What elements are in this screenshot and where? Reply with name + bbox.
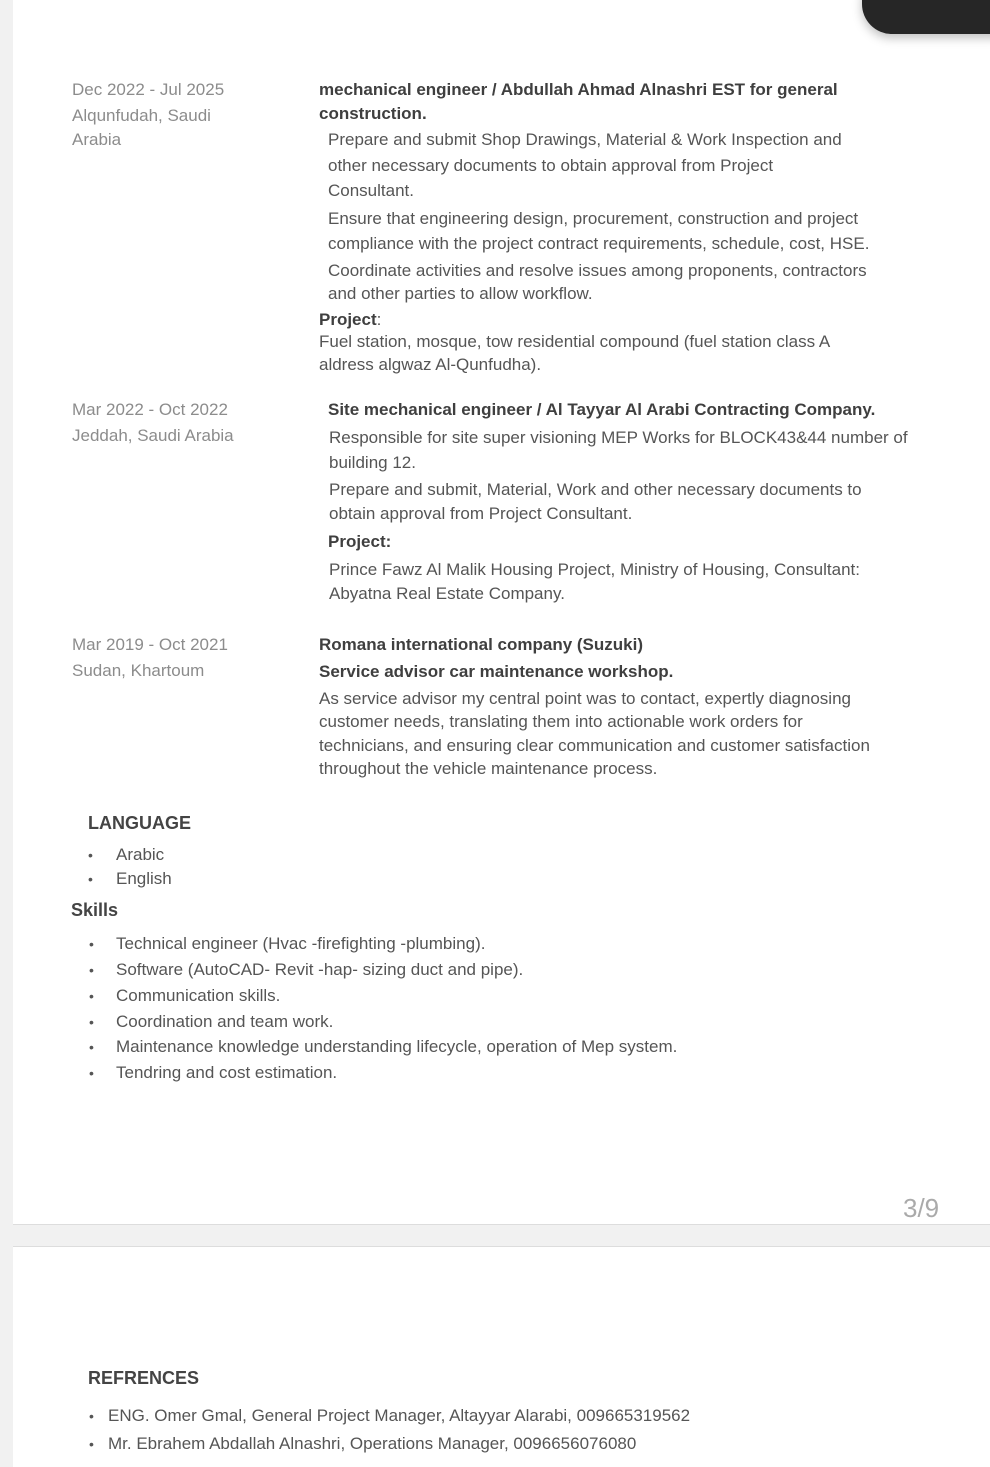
experience-title: mechanical engineer / Abdullah Ahmad Alnashri EST for general xyxy=(319,80,838,99)
experience-date: Mar 2019 - Oct 2021 xyxy=(72,635,228,654)
experience-desc: Coordinate activities and resolve issues among proponents, contractors xyxy=(328,261,867,280)
skill-item: Maintenance knowledge understanding lifecycle, operation of Mep system. xyxy=(116,1037,678,1056)
project-label xyxy=(319,309,381,331)
reference-item: ENG. Omer Gmal, General Project Manager, Altayyar Alarabi, 009665319562 xyxy=(108,1406,691,1425)
skill-item: Coordination and team work. xyxy=(116,1012,334,1031)
bullet-icon: • xyxy=(89,936,94,952)
reference-item: Mr. Ebrahem Abdallah Alnashri, Operations Manager, 0096656076080 xyxy=(108,1434,637,1453)
bullet-icon: • xyxy=(88,871,93,887)
experience-desc: building 12. xyxy=(329,453,416,472)
language-heading: LANGUAGE xyxy=(88,813,191,833)
experience-desc: technicians, and ensuring clear communication and customer satisfaction xyxy=(319,736,870,755)
bullet-icon: • xyxy=(89,962,94,978)
experience-desc: Responsible for site super visioning MEP Works for BLOCK43&44 number of xyxy=(329,428,908,447)
zoom-indicator-badge xyxy=(862,0,990,34)
project-label-colon: : xyxy=(376,310,382,329)
bullet-icon: • xyxy=(89,1436,94,1452)
experience-title: Romana international company (Suzuki) xyxy=(319,635,643,654)
project-desc: Fuel station, mosque, tow residential compound (fuel station class A xyxy=(319,332,831,351)
experience-desc: Prepare and submit Shop Drawings, Material & Work Inspection and xyxy=(328,130,842,149)
experience-title: Site mechanical engineer / Al Tayyar Al Arabi Contracting Company. xyxy=(328,400,876,419)
experience-desc: and other parties to allow workflow. xyxy=(328,284,593,303)
references-heading: REFRENCES xyxy=(88,1368,200,1388)
bullet-icon: • xyxy=(89,988,94,1004)
experience-title: construction. xyxy=(319,104,427,123)
experience-desc: Consultant. xyxy=(328,181,414,200)
experience-location: Sudan, Khartoum xyxy=(72,661,205,680)
bullet-icon: • xyxy=(89,1065,94,1081)
page-number: 3/9 xyxy=(903,1193,940,1223)
bullet-icon: • xyxy=(89,1408,94,1424)
project-desc: Abyatna Real Estate Company. xyxy=(329,584,565,603)
project-desc: Prince Fawz Al Malik Housing Project, Ministry of Housing, Consultant: xyxy=(329,560,860,579)
experience-date: Dec 2022 - Jul 2025 xyxy=(72,80,225,99)
skill-item: Tendring and cost estimation. xyxy=(116,1063,338,1082)
language-item: Arabic xyxy=(116,845,165,864)
experience-desc: obtain approval from Project Consultant. xyxy=(329,504,633,523)
experience-desc: compliance with the project contract requirements, schedule, cost, HSE. xyxy=(328,234,870,253)
project-desc: aldress algwaz Al-Qunfudha). xyxy=(319,355,542,374)
experience-location: Jeddah, Saudi Arabia xyxy=(72,426,234,445)
language-item: English xyxy=(116,869,172,888)
experience-desc: Ensure that engineering design, procurement, construction and project xyxy=(328,209,859,228)
project-label: Project: xyxy=(328,532,392,551)
bullet-icon: • xyxy=(89,1014,94,1030)
experience-date: Mar 2022 - Oct 2022 xyxy=(72,400,228,419)
experience-desc: throughout the vehicle maintenance process. xyxy=(319,759,658,778)
bullet-icon: • xyxy=(89,1039,94,1055)
skill-item: Software (AutoCAD- Revit -hap- sizing duct and pipe). xyxy=(116,960,524,979)
skills-heading: Skills xyxy=(71,900,119,920)
skill-item: Communication skills. xyxy=(116,986,281,1005)
bullet-icon: • xyxy=(88,847,93,863)
experience-location: Alqunfudah, Saudi xyxy=(72,106,211,125)
experience-desc: customer needs, translating them into actionable work orders for xyxy=(319,712,803,731)
project-label-text: Project xyxy=(319,310,377,329)
experience-desc: other necessary documents to obtain approval from Project xyxy=(328,156,774,175)
skill-item: Technical engineer (Hvac -firefighting -plumbing). xyxy=(116,934,486,953)
experience-desc: Prepare and submit, Material, Work and other necessary documents to xyxy=(329,480,862,499)
experience-title: Service advisor car maintenance workshop. xyxy=(319,662,674,681)
experience-desc: As service advisor my central point was to contact, expertly diagnosing xyxy=(319,689,851,708)
experience-location: Arabia xyxy=(72,130,122,149)
